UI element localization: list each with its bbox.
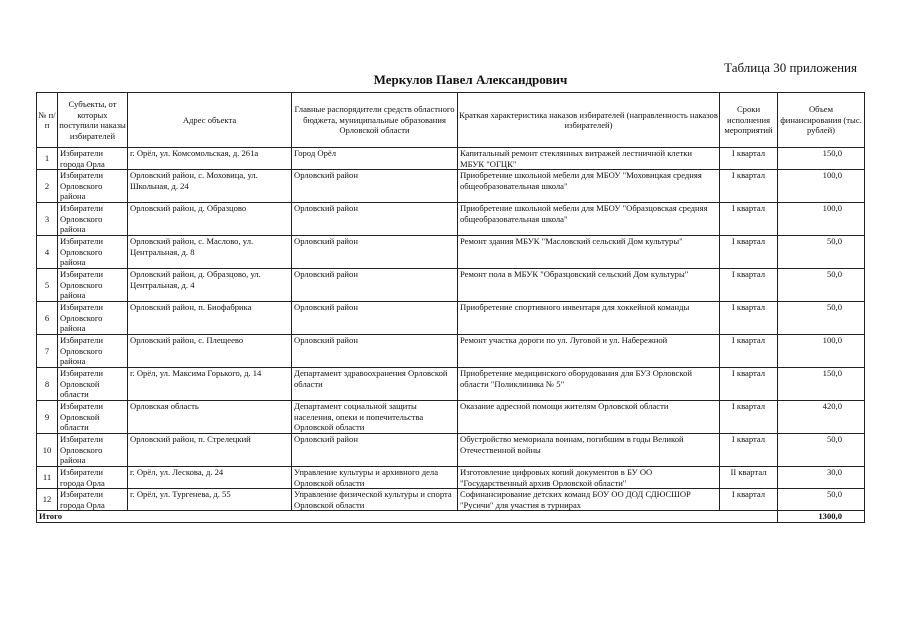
cell-amount: 50,0 (778, 434, 865, 467)
cell-description: Приобретение спортивного инвентаря для хоккейной команды (458, 302, 720, 335)
cell-period: I квартал (720, 302, 778, 335)
table-row (37, 368, 865, 401)
cell-address: Орловский район, с. Моховица, ул. Школьная, д. 24 (128, 170, 292, 203)
table-row (37, 236, 865, 269)
cell-address: г. Орёл, ул. Максима Горького, д. 14 (128, 368, 292, 401)
cell-num: 12 (37, 489, 58, 511)
cell-subject: Избиратели города Орла (58, 148, 128, 170)
header-num: № п/п (37, 93, 58, 148)
table-row (37, 401, 865, 434)
cell-manager: Город Орёл (292, 148, 458, 170)
table-row (37, 335, 865, 368)
cell-period: I квартал (720, 236, 778, 269)
cell-num: 1 (37, 148, 58, 170)
cell-address: Орловский район, п. Биофабрика (128, 302, 292, 335)
cell-description: Софинансирование детских команд БОУ ОО ДОД СДЮСШОР "Русичи" для участия в турнирах (458, 489, 720, 511)
cell-amount: 50,0 (778, 269, 865, 302)
cell-amount: 50,0 (778, 236, 865, 269)
cell-address: г. Орёл, ул. Лескова, д. 24 (128, 467, 292, 489)
cell-period: I квартал (720, 489, 778, 511)
cell-description: Обустройство мемориала воинам, погибшим в годы Великой Отечественной войны (458, 434, 720, 467)
table-row (37, 489, 865, 511)
table-header-row (37, 93, 865, 148)
page-label: Таблица 30 приложения (724, 60, 857, 75)
header-period: Сроки исполнения мероприятий (720, 93, 778, 148)
cell-address: Орловский район, с. Плещеево (128, 335, 292, 368)
cell-amount: 150,0 (778, 368, 865, 401)
cell-subject: Избиратели Орловского района (58, 302, 128, 335)
document-title (0, 72, 905, 88)
cell-manager: Орловский район (292, 434, 458, 467)
header-amount: Объем финансирования (тыс. рублей) (778, 93, 865, 148)
cell-address: Орловский район, с. Маслово, ул. Центральная, д. 8 (128, 236, 292, 269)
cell-subject: Избиратели Орловского района (58, 434, 128, 467)
cell-address: Орловский район, д. Образцово, ул. Центральная, д. 4 (128, 269, 292, 302)
cell-manager: Управление культуры и архивного дела Орловской области (292, 467, 458, 489)
cell-description: Ремонт пола в МБУК "Образцовский сельский Дом культуры" (458, 269, 720, 302)
cell-period: II квартал (720, 467, 778, 489)
cell-subject: Избиратели Орловской области (58, 368, 128, 401)
table-row (37, 269, 865, 302)
cell-subject: Избиратели Орловского района (58, 203, 128, 236)
cell-address: Орловский район, п. Стрелецкий (128, 434, 292, 467)
cell-manager: Департамент здравоохранения Орловской области (292, 368, 458, 401)
header-description: Краткая характеристика наказов избирателей (направленность наказов избирателей) (458, 93, 720, 148)
cell-period: I квартал (720, 269, 778, 302)
cell-description: Приобретение медицинского оборудования для БУЗ Орловской области "Поликлиника № 5" (458, 368, 720, 401)
total-label: Итого (37, 511, 778, 523)
header-subject: Субъекты, от которых поступили наказы избирателей (58, 93, 128, 148)
cell-subject: Избиратели Орловского района (58, 335, 128, 368)
voter-orders-table (36, 92, 865, 523)
header-managers: Главные распорядители средств областного бюджета, муниципальные образования Орловской области (292, 93, 458, 148)
cell-amount: 100,0 (778, 170, 865, 203)
cell-amount: 420,0 (778, 401, 865, 434)
cell-num: 5 (37, 269, 58, 302)
cell-description: Изготовление цифровых копий документов в БУ ОО "Государственный архив Орловской области" (458, 467, 720, 489)
cell-num: 10 (37, 434, 58, 467)
cell-subject: Избиратели города Орла (58, 489, 128, 511)
cell-manager: Орловский район (292, 203, 458, 236)
cell-num: 9 (37, 401, 58, 434)
cell-description: Ремонт здания МБУК "Масловский сельский Дом культуры" (458, 236, 720, 269)
header-address: Адрес объекта (128, 93, 292, 148)
cell-manager: Орловский район (292, 236, 458, 269)
cell-num: 11 (37, 467, 58, 489)
total-amount: 1300,0 (778, 511, 865, 523)
table-row (37, 148, 865, 170)
cell-amount: 100,0 (778, 335, 865, 368)
cell-manager: Управление физической культуры и спорта Орловской области (292, 489, 458, 511)
cell-num: 7 (37, 335, 58, 368)
cell-period: I квартал (720, 335, 778, 368)
cell-address: Орловский район, д. Образцово (128, 203, 292, 236)
cell-amount: 30,0 (778, 467, 865, 489)
cell-num: 8 (37, 368, 58, 401)
table-row (37, 170, 865, 203)
table-row (37, 203, 865, 236)
cell-address: Орловская область (128, 401, 292, 434)
table-row (37, 434, 865, 467)
cell-subject: Избиратели Орловского района (58, 236, 128, 269)
cell-amount: 150,0 (778, 148, 865, 170)
cell-num: 3 (37, 203, 58, 236)
cell-manager: Орловский район (292, 335, 458, 368)
cell-subject: Избиратели Орловского района (58, 170, 128, 203)
cell-subject: Избиратели Орловского района (58, 269, 128, 302)
cell-period: I квартал (720, 148, 778, 170)
cell-manager: Орловский район (292, 170, 458, 203)
cell-num: 6 (37, 302, 58, 335)
cell-description: Ремонт участка дороги по ул. Луговой и ул. Набережной (458, 335, 720, 368)
cell-subject: Избиратели города Орла (58, 467, 128, 489)
cell-address: г. Орёл, ул. Комсомольская, д. 261а (128, 148, 292, 170)
cell-period: I квартал (720, 434, 778, 467)
cell-period: I квартал (720, 203, 778, 236)
cell-period: I квартал (720, 170, 778, 203)
cell-amount: 50,0 (778, 489, 865, 511)
cell-description: Капитальный ремонт стеклянных витражей лестничной клетки МБУК "ОГЦК" (458, 148, 720, 170)
cell-manager: Департамент социальной защиты населения, опеки и попечительства Орловской области (292, 401, 458, 434)
cell-num: 4 (37, 236, 58, 269)
table-row (37, 467, 865, 489)
cell-manager: Орловский район (292, 269, 458, 302)
cell-period: I квартал (720, 368, 778, 401)
cell-description: Приобретение школьной мебели для МБОУ "Образцовская средняя общеобразовательная школа" (458, 203, 720, 236)
cell-address: г. Орёл, ул. Тургенева, д. 55 (128, 489, 292, 511)
document-title-text: Меркулов Павел Александрович (373, 72, 568, 87)
cell-period: I квартал (720, 401, 778, 434)
table-row (37, 302, 865, 335)
total-row (37, 511, 865, 523)
cell-num: 2 (37, 170, 58, 203)
cell-subject: Избиратели Орловской области (58, 401, 128, 434)
cell-manager: Орловский район (292, 302, 458, 335)
cell-amount: 100,0 (778, 203, 865, 236)
cell-description: Приобретение школьной мебели для МБОУ "Моховицкая средняя общеобразовательная школа" (458, 170, 720, 203)
cell-amount: 50,0 (778, 302, 865, 335)
cell-description: Оказание адресной помощи жителям Орловской области (458, 401, 720, 434)
